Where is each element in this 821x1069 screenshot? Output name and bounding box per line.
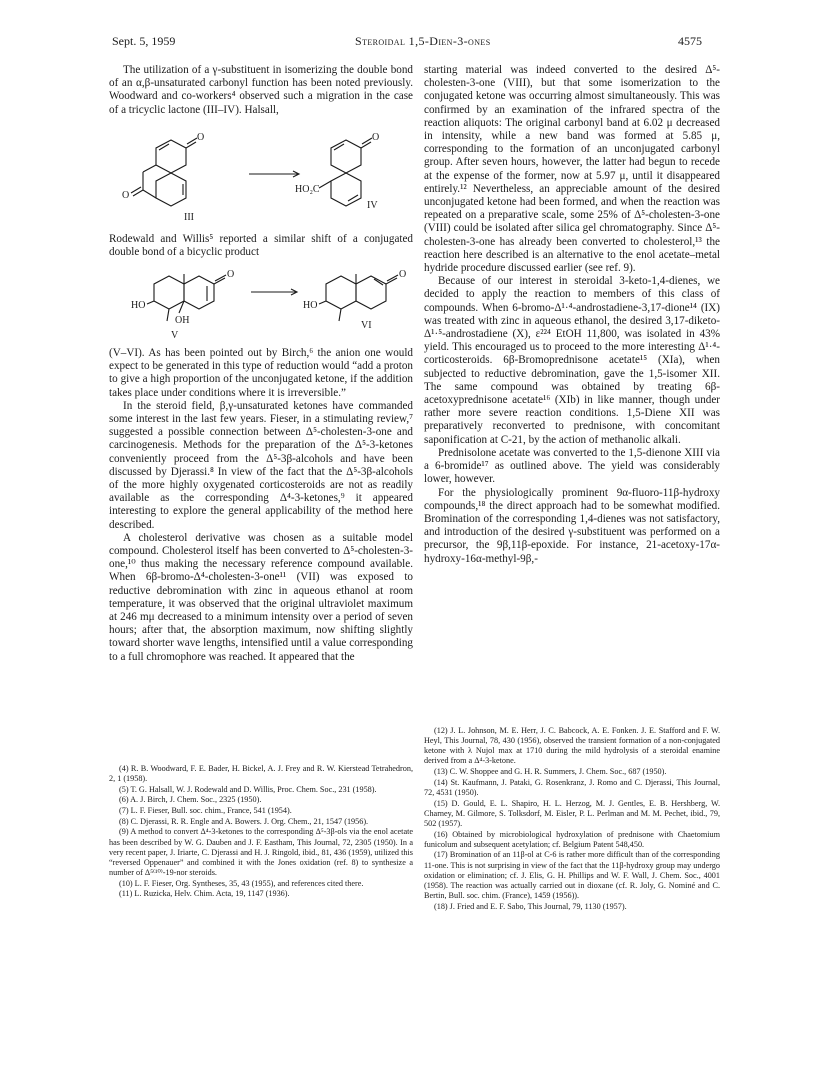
footnote: (12) J. L. Johnson, M. E. Herr, J. C. Babcock, A. E. Fonken. J. E. Stafford and F. W. Heyl, This Journal, 78, 430 (1956), observed the transient formation of a non-conjugated ketone with λ Nujol max at 1710 during the mild hydrolysis of a steroidal enamine derived from a Δ⁴-3-ketone.: [424, 726, 720, 766]
scheme2-ketone-o-left: O: [227, 269, 235, 280]
footnote: (8) C. Djerassi, R. R. Engle and A. Bowers. J. Org. Chem., 21, 1547 (1956).: [119, 816, 369, 826]
footnote: (16) Obtained by microbiological hydroxylation of prednisone with Chaetomium funicolum and subsequent acetylation; cf. Belgium Patent 548,450.: [424, 829, 720, 849]
right-column-body: [424, 64, 720, 566]
footnote: (7) L. F. Fieser, Bull. soc. chim., France, 541 (1954).: [119, 806, 292, 816]
footnote: (6) A. J. Birch, J. Chem. Soc., 2325 (1950).: [119, 795, 262, 805]
scheme2-ho-left: HO: [131, 300, 146, 311]
scheme-v-vi: [109, 268, 413, 344]
scheme-iii-iv: [109, 128, 413, 224]
header-date: Sept. 5, 1959: [112, 34, 176, 48]
footnote: (9) A method to convert Δ⁴-3-ketones to the corresponding Δ⁵-3β-ols via the enol acetate has been described by W. G. Dauben and J. F. Eastham, This Journal, 72, 2305 (1950). In a very recent paper, J. Iriarte, C. Djerassi and H. J. Ringold, ibid., 81, 436 (1959), utilized this “reversed Oppenauer” and combined it with the Jones oxidation (ref. 8) to synthesize a number of Δ⁵⁽¹⁰⁾-19-nor steroids.: [109, 827, 413, 878]
right-paragraph-4: For the physiologically prominent 9α-fluoro-11β-hydroxy compounds,¹⁸ the direct approach had to be somewhat modified. Bromination of the corresponding 1,4-dienes was not satisfactory, and introduction of the desired γ-substituent was performed on a precursor, the 9β,11β-epoxide. For instance, 21-acetoxy-17α-hydroxy-16α-methyl-9β,-: [424, 486, 720, 565]
scheme2-label-vi: VI: [361, 320, 372, 331]
left-paragraph-5: A cholesterol derivative was chosen as a suitable model compound. Cholesterol itself has been converted to Δ⁵-cholesten-3-one,¹⁰ thus making the necessary reference compound available. When 6β-bromo-Δ⁴-cholesten-3-one¹¹ (VII) was exposed to reductive debromination with zinc in aqueous ethanol at room temperature, it was observed that the original ultraviolet maximum at 246 mμ decreased to a minimum intensity over a period of seven hours; after that, the absorption maximum, now shifting slightly toward shorter wave lengths, intensified until a value corresponding to a full chromophore was reached. It appeared that the: [109, 531, 413, 663]
footnote: (11) L. Ruzicka, Helv. Chim. Acta, 19, 1147 (1936).: [119, 889, 290, 899]
scheme1-label-iv: IV: [367, 200, 378, 211]
left-paragraph-4: In the steroid field, β,γ-unsaturated ketones have commanded some interest in the last few years. Fieser, in a stimulating review,⁷ suggested a possible connection between Δ⁵-cholesten-3-one and carcinogenesis. Methods for the preparation of the Δ⁵-3-ketones conveniently proceed from the Δ⁵-3β-alcohols and have been discussed by Djerassi.⁸ In view of the fact that the Δ⁵-3β-alcohols of the more highly oxygenated corticosteroids are not as readily available as the corresponding Δ⁴-3-ketones,⁹ it appeared interesting to explore the general applicability of the method here described.: [109, 399, 413, 531]
footnote: (14) St. Kaufmann, J. Pataki, G. Rosenkranz, J. Romo and C. Djerassi, This Journal, 72, 4531 (1950).: [424, 777, 720, 797]
footnote: (5) T. G. Halsall, W. J. Rodewald and D. Willis, Proc. Chem. Soc., 231 (1958).: [119, 784, 377, 794]
left-paragraph-2: Rodewald and Willis⁵ reported a similar shift of a conjugated double bond of a bicyclic product: [109, 233, 413, 259]
footnotes-left: [109, 764, 413, 900]
left-column-body: [109, 347, 413, 664]
left-column-mid: [109, 233, 413, 259]
scheme1-label-iii: III: [184, 212, 194, 223]
left-paragraph-3: (V–VI). As has been pointed out by Birch,⁶ the anion one would expect to be generated in this type of reduction would “add a proton to give a high proportion of the unconjugated ketone, if the addition takes place under conditions where it is irreversible.”: [109, 347, 413, 399]
scheme1-ketone-o-left: O: [197, 132, 205, 143]
footnote: (13) C. W. Shoppee and G. H. R. Summers, J. Chem. Soc., 687 (1950).: [434, 767, 667, 777]
scheme2-oh: OH: [175, 315, 190, 326]
scheme1-lactone-o: O: [122, 190, 130, 201]
footnote: (15) D. Gould, E. L. Shapiro, H. L. Herzog, M. J. Gentles, E. B. Hershberg, W. Charney, M. Gilmore, S. Tolksdorf, M. Eisler, P. L. Perlman and M. M. Pechet, ibid., 79, 502 (1957).: [424, 798, 720, 828]
footnote: (4) R. B. Woodward, F. E. Bader, H. Bickel, A. J. Frey and R. W. Kierstead Tetrahedron, 2, 1 (1958).: [109, 764, 413, 784]
header-title: Steroidal 1,5-Dien-3-ones: [355, 34, 491, 48]
footnote: (17) Bromination of an 11β-ol at C-6 is rather more difficult than of the corresponding 11-one. This is not surprising in view of the fact that the 11β-hydroxy group may undergo oxidation or elimination; cf. J. Elis, G. H. Phillips and W. F. Wall, J. Chem. Soc., 4001 (1958). The reaction was actually carried out in dioxane (cf. R. Joly, G. Nominé and C. Bertin, Bull. soc. chim. (France), 1459 (1956)).: [424, 850, 720, 900]
footnotes-right: [424, 726, 720, 912]
header-page-number: 4575: [678, 34, 702, 48]
footnote: (10) L. F. Fieser, Org. Syntheses, 35, 43 (1955), and references cited there.: [119, 878, 364, 888]
right-paragraph-3: Prednisolone acetate was converted to the 1,5-dienone XIII via a 6-bromide¹⁷ as outlined above. The yield was considerably lower, however.: [424, 446, 720, 486]
right-paragraph-1: starting material was indeed converted to the desired Δ⁵-cholesten-3-one (VIII), but that some isomerization to the conjugated ketone was occurring almost simultaneously. This was confirmed by an examination of the infrared spectra of the reaction aliquots: The original carbonyl band at 6.02 μ decreased in intensity, while a new band was formed at 5.85 μ, corresponding to the formation of an unconjugated carbonyl group. After seven hours, however, the latter had begun to recede at the expense of the former, now at 5.97 μ, until it disappeared entirely.¹² Nevertheless, an appreciable amount of the desired unconjugated ketone had been formed, and when the reaction was repeated on a preparative scale, some 25% of Δ⁵-cholesten-3-one (VIII) could be isolated after silica gel chromatography. Since Δ⁵-cholesten-3-one has already been converted to cholesterol,¹³ the reaction here described is an alternative to the enol acetate–metal hydride procedure discussed earlier (see ref. 9).: [424, 64, 720, 275]
footnote: (18) J. Fried and E. F. Sabo, This Journal, 79, 1130 (1957).: [434, 901, 627, 911]
scheme2-ketone-o-right: O: [399, 269, 407, 280]
scheme1-ho2c: HO₂C: [295, 184, 320, 195]
scheme2-ho-right: HO: [303, 300, 318, 311]
right-paragraph-2: Because of our interest in steroidal 3-keto-1,4-dienes, we decided to apply the reaction to members of this class of compounds. When 6-bromo-Δ¹·⁴-androstadiene-3,17-dione¹⁴ (IX) was treated with zinc in aqueous ethanol, the desired 3,17-diketo-Δ¹·⁵-androstadiene (X), ε²²⁴ EtOH 11,800, was isolated in 43% yield. This encouraged us to proceed to the more interesting Δ¹·⁴-corticosteroids. 6β-Bromoprednisone acetate¹⁵ (XIa), when subjected to reductive debromination, gave the 1,5-isomer XII. The same compound was obtained by treating 6β-acetoxyprednisone acetate¹⁶ (XIb) in like manner, though under rather more severe reaction conditions. 1,5-Diene XII was preparatively reconverted to prednisone, with concomitant saponification at C-21, by the action of methanolic alkali.: [424, 275, 720, 446]
left-column-top: [109, 64, 413, 117]
scheme2-label-v: V: [171, 330, 179, 341]
left-paragraph-1: The utilization of a γ-substituent in isomerizing the double bond of an α,β-unsaturated carbonyl function has been noted previously. Woodward and co-workers⁴ observed such a migration in the case of a tricyclic lactone (III–IV). Halsall,: [109, 64, 413, 116]
scheme1-ketone-o-right: O: [372, 132, 380, 143]
